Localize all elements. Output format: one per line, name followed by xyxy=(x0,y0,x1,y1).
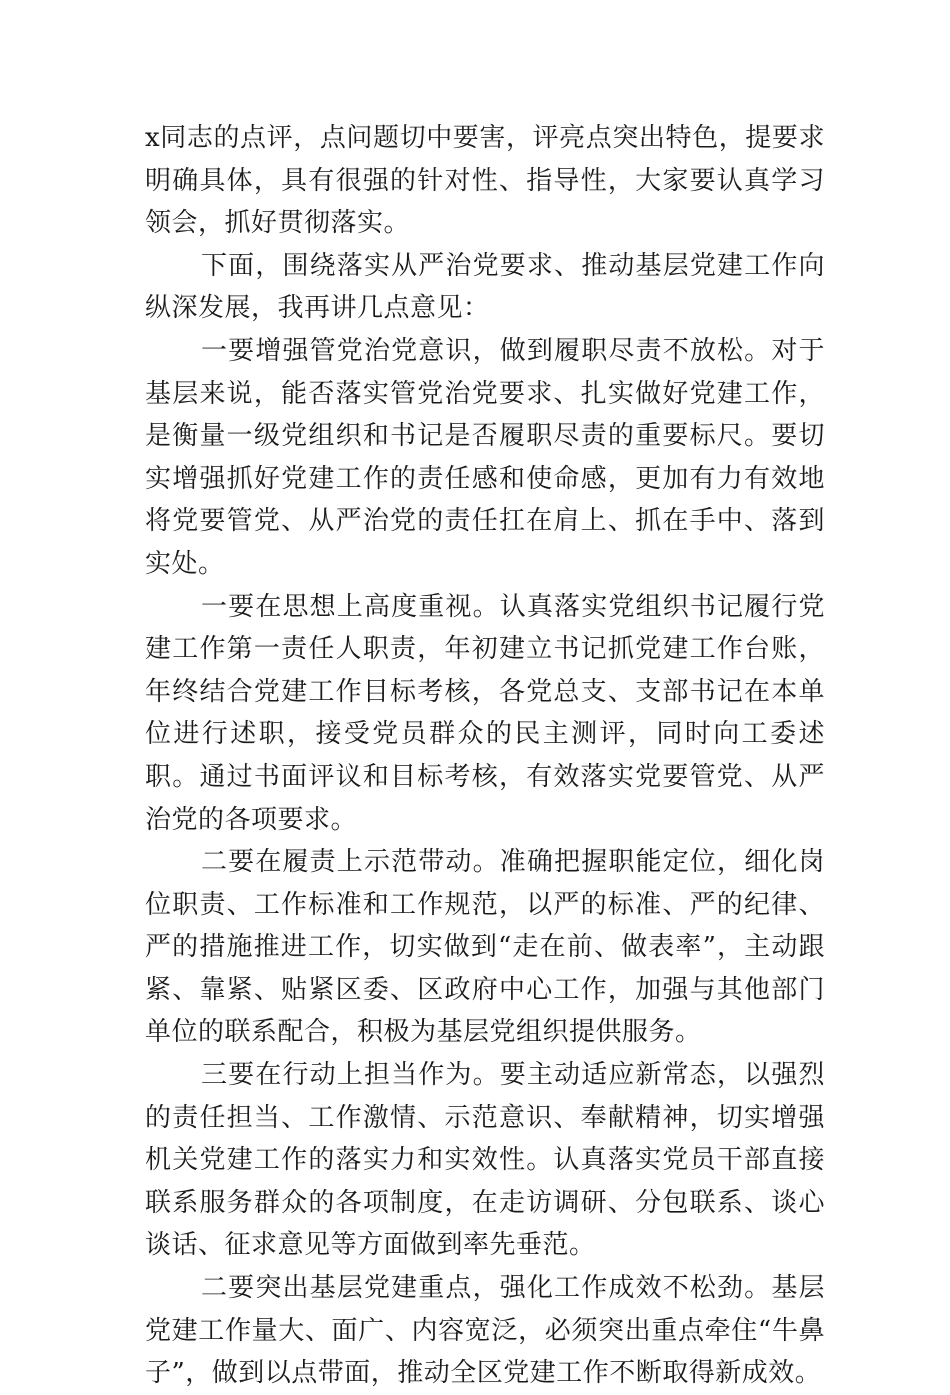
paragraph-7: 二要突出基层党建重点，强化工作成效不松劲。基层党建工作量大、面广、内容宽泛，必须突出重点牵住“牛鼻子”，做到以点带面，推动全区党建工作不断取得新成效。 xyxy=(145,1273,825,1389)
paragraph-3: 一要增强管党治党意识，做到履职尽责不放松。对于基层来说，能否落实管党治党要求、扎实做好党建工作，是衡量一级党组织和书记是否履职尽责的重要标尺。要切实增强抓好党建工作的责任感和使命感，更加有力有效地将党要管党、从严治党的责任扛在肩上、抓在手中、落到实处。 xyxy=(145,335,825,579)
paragraph-1: x同志的点评，点问题切中要害，评亮点突出特色，提要求明确具体，具有很强的针对性、指导性，大家要认真学习领会，抓好贯彻落实。 xyxy=(145,123,825,239)
paragraph-5: 二要在履责上示范带动。准确把握职能定位，细化岗位职责、工作标准和工作规范，以严的标准、严的纪律、严的措施推进工作，切实做到“走在前、做表率”，主动跟紧、靠紧、贴紧区委、区政府中心工作，加强与其他部门单位的联系配合，积极为基层党组织提供服务。 xyxy=(145,847,825,1048)
paragraph-6: 三要在行动上担当作为。要主动适应新常态，以强烈的责任担当、工作激情、示范意识、奉献精神，切实增强机关党建工作的落实力和实效性。认真落实党员干部直接联系服务群众的各项制度，在走访调研、分包联系、谈心谈话、征求意见等方面做到率先垂范。 xyxy=(145,1060,825,1261)
document-body xyxy=(145,117,825,1395)
paragraph-4: 一要在思想上高度重视。认真落实党组织书记履行党建工作第一责任人职责，年初建立书记抓党建工作台账，年终结合党建工作目标考核，各党总支、支部书记在本单位进行述职，接受党员群众的民主测评，同时向工委述职。通过书面评议和目标考核，有效落实党要管党、从严治党的各项要求。 xyxy=(145,591,825,835)
paragraph-2: 下面，围绕落实从严治党要求、推动基层党建工作向纵深发展，我再讲几点意见： xyxy=(145,250,825,324)
